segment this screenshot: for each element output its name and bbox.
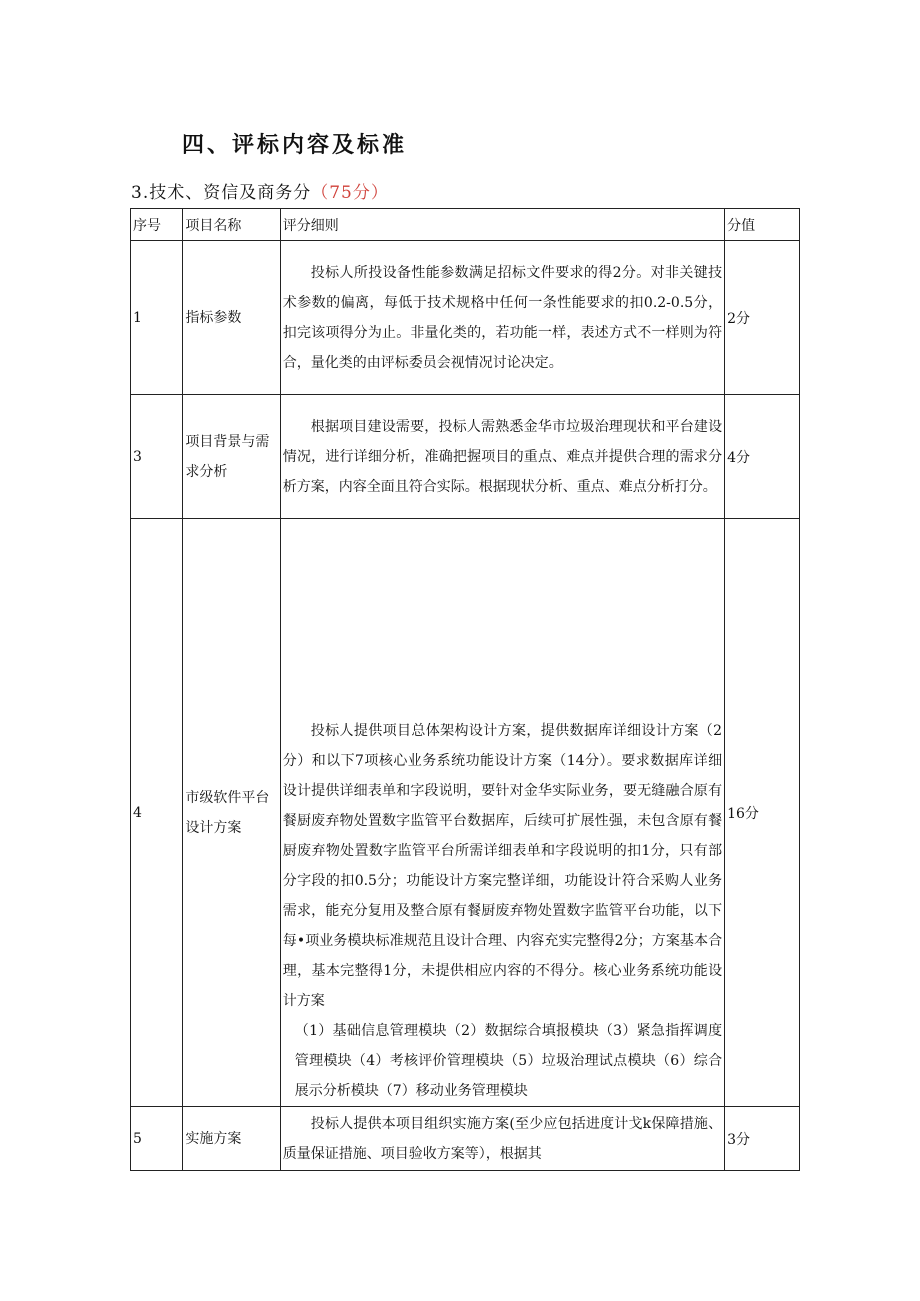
- row-no: 5: [131, 1107, 183, 1171]
- row-no: 1: [131, 241, 183, 395]
- table-row: [131, 519, 800, 1107]
- table-header-row: [131, 209, 800, 241]
- row-detail-text: 投标人所投设备性能参数满足招标文件要求的得2分。对非关键技术参数的偏离，每低于技术规格中任何一条性能要求的扣0.2-0.5分，扣完该项得分为止。非量化类的，若功能一样，表述方式不一样则为符合，量化类的由评标委员会视情况讨论决定。: [282, 264, 723, 371]
- header-detail: 评分细则: [280, 209, 724, 241]
- row-no: 4: [131, 519, 183, 1107]
- module-list: （1）基础信息管理模块（2）数据综合填报模块（3）紧急指挥调度管理模块（4）考核评价管理模块（5）垃圾治理试点模块（6）综合展示分析模块（7）移动业务管理模块: [294, 1023, 723, 1099]
- row-score: 16分: [725, 519, 800, 1107]
- header-no: 序号: [131, 209, 183, 241]
- row-name: 实施方案: [183, 1107, 280, 1171]
- row-detail-text: 投标人提供本项目组织实施方案(至少应包括进度计戈k保障措施、质量保证措施、项目验收方案等），根据其: [282, 1115, 723, 1162]
- row-detail-text: 根据项目建设需要，投标人需熟悉金华市垃圾治理现状和平台建设情况，进行详细分析，准确把握项目的重点、难点并提供合理的需求分析方案，内容全面且符合实际。根据现状分析、重点、难点分析打分。: [282, 418, 723, 495]
- row-name: 项目背景与需求分析: [183, 395, 280, 519]
- header-score: 分值: [725, 209, 800, 241]
- row-detail: [280, 1107, 724, 1171]
- row-no: 3: [131, 395, 183, 519]
- row-name: 市级软件平台设计方案: [183, 519, 280, 1107]
- section-label: 3.技术、资信及商务分: [131, 183, 312, 203]
- row-detail: [280, 395, 724, 519]
- table-row: [131, 1107, 800, 1171]
- scoring-table: [130, 208, 800, 1171]
- section-subheading: [131, 178, 389, 203]
- row-detail: [280, 519, 724, 1107]
- row-score: 4分: [725, 395, 800, 519]
- table-row: [131, 395, 800, 519]
- row-detail: [280, 241, 724, 395]
- row-detail-text: 投标人提供项目总体架构设计方案，提供数据库详细设计方案（2分）和以下7项核心业务系统功能设计方案（14分）。要求数据库详细设计提供详细表单和字段说明，要针对金华实际业务，要无缝融合原有餐厨废弃物处置数字监管平台数据库，后续可扩展性强，未包含原有餐厨废弃物处置数字监管平台所需详细表单和字段说明的扣1分，只有部分字段的扣0.5分；功能设计方案完整详细，功能设计符合采购人业务需求，能充分复用及整合原有餐厨废弃物处置数字监管平台功能，以下每•项业务模块标准规范且设计合理、内容充实完整得2分；方案基本合理，基本完整得1分，未提供相应内容的不得分。核心业务系统功能设计方案: [282, 723, 723, 1009]
- row-score: 3分: [725, 1107, 800, 1171]
- page-heading: 四、评标内容及标准: [182, 132, 408, 158]
- table-row: [131, 241, 800, 395]
- row-score: 2分: [725, 241, 800, 395]
- section-total-score: （75分）: [311, 183, 389, 203]
- row-name: 指标参数: [183, 241, 280, 395]
- header-name: 项目名称: [183, 209, 280, 241]
